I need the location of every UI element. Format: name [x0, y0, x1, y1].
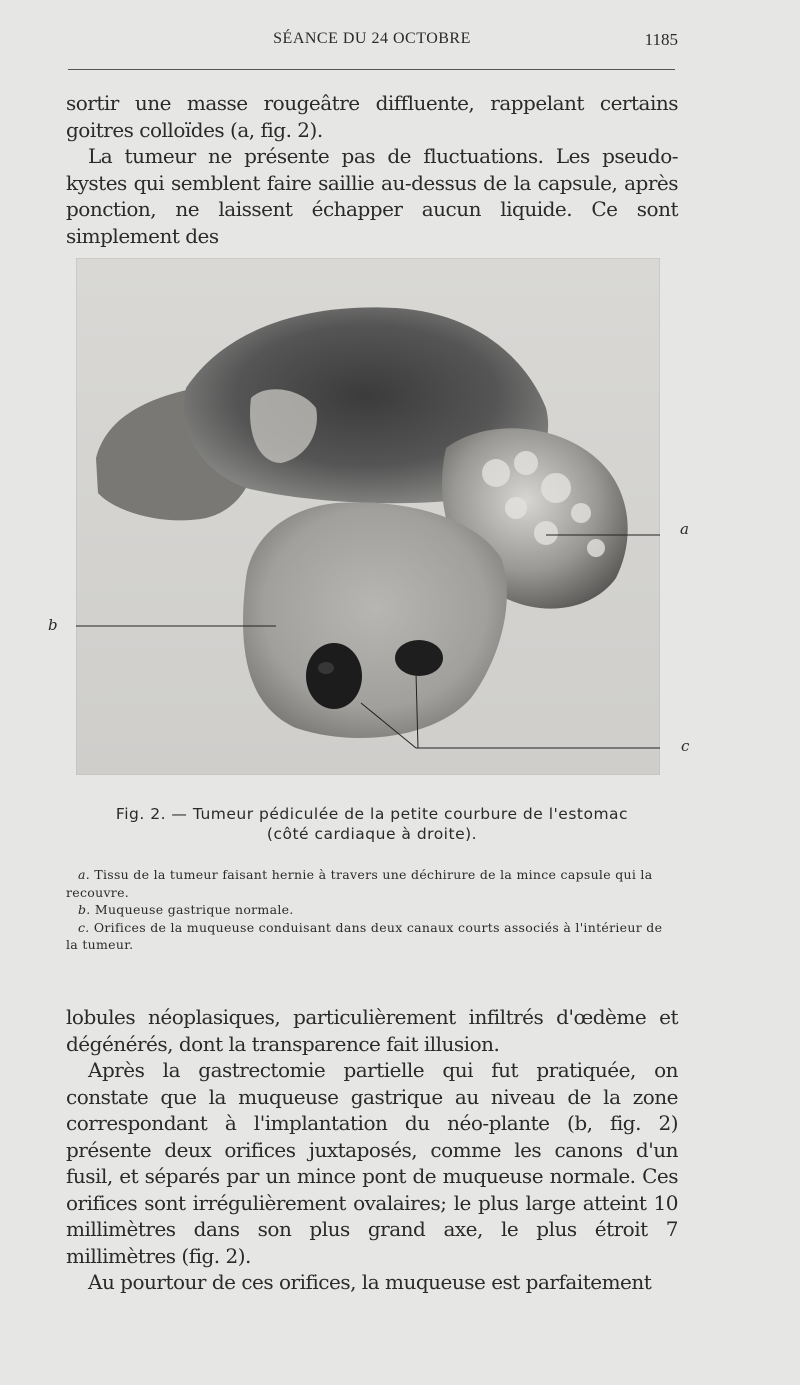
- page-number: 1185: [644, 30, 678, 49]
- caption-line-2: (côté cardiaque à droite).: [266, 825, 478, 843]
- running-title: SÉANCE DU 24 OCTOBRE: [273, 30, 471, 47]
- paragraph: sortir une masse rougeâtre diffluente, rappelant certains goitres colloïdes (a, fig. 2).: [66, 91, 678, 142]
- figure-label-b: b: [48, 616, 58, 634]
- specimen-photo-svg: [76, 258, 660, 775]
- legend-text: Orifices de la muqueuse conduisant dans deux canaux courts associés à l'intérieur de la tumeur.: [66, 919, 663, 952]
- legend-key: c.: [78, 919, 90, 935]
- paragraph: La tumeur ne présente pas de fluctuations. Les pseudo-kystes qui semblent faire saillie au-dessus de la capsule, après ponction, ne laissent échapper aucun liquide. Ce sont simplement des: [66, 144, 678, 248]
- caption-line-1: Fig. 2. — Tumeur pédiculée de la petite courbure de l'estomac: [115, 805, 629, 823]
- running-header: [66, 30, 678, 54]
- legend-text: Muqueuse gastrique normale.: [94, 902, 294, 917]
- figure-label-c: c: [681, 737, 690, 755]
- orifice-small: [395, 640, 443, 676]
- body-text-top: [66, 90, 678, 249]
- orifice-large: [306, 643, 362, 709]
- legend-item: [66, 866, 678, 901]
- legend-item: [66, 901, 678, 919]
- legend-item: [66, 919, 678, 954]
- figure-photograph: [76, 258, 660, 775]
- figure-caption: [66, 804, 678, 844]
- paragraph: Au pourtour de ces orifices, la muqueuse est parfaitement: [88, 1270, 652, 1294]
- paragraph: lobules néoplasiques, particulièrement infiltrés d'œdème et dégénérés, dont la transparence fait illusion.: [66, 1005, 678, 1056]
- legend-text: Tissu de la tumeur faisant hernie à travers une déchirure de la mince capsule qui la recouvre.: [66, 867, 653, 900]
- legend-key: b.: [78, 902, 91, 917]
- header-rule: [68, 69, 675, 70]
- figure-label-a: a: [680, 520, 689, 538]
- legend-key: a.: [78, 867, 91, 882]
- paragraph: Après la gastrectomie partielle qui fut pratiquée, on constate que la muqueuse gastrique au niveau de la zone correspondant à l'implantation du néo-plante (b, fig. 2) présente deux orifices juxtaposés, comme les canons d'un fusil, et séparés par un mince pont de muqueuse normale. Ces orifices sont irrégulièrement ovalaires; le plus large atteint 10 millimètres dans son plus grand axe, le plus étroit 7 millimètres (fig. 2).: [66, 1058, 678, 1268]
- figure-legend: [66, 866, 678, 954]
- body-text-bottom: [66, 1004, 678, 1296]
